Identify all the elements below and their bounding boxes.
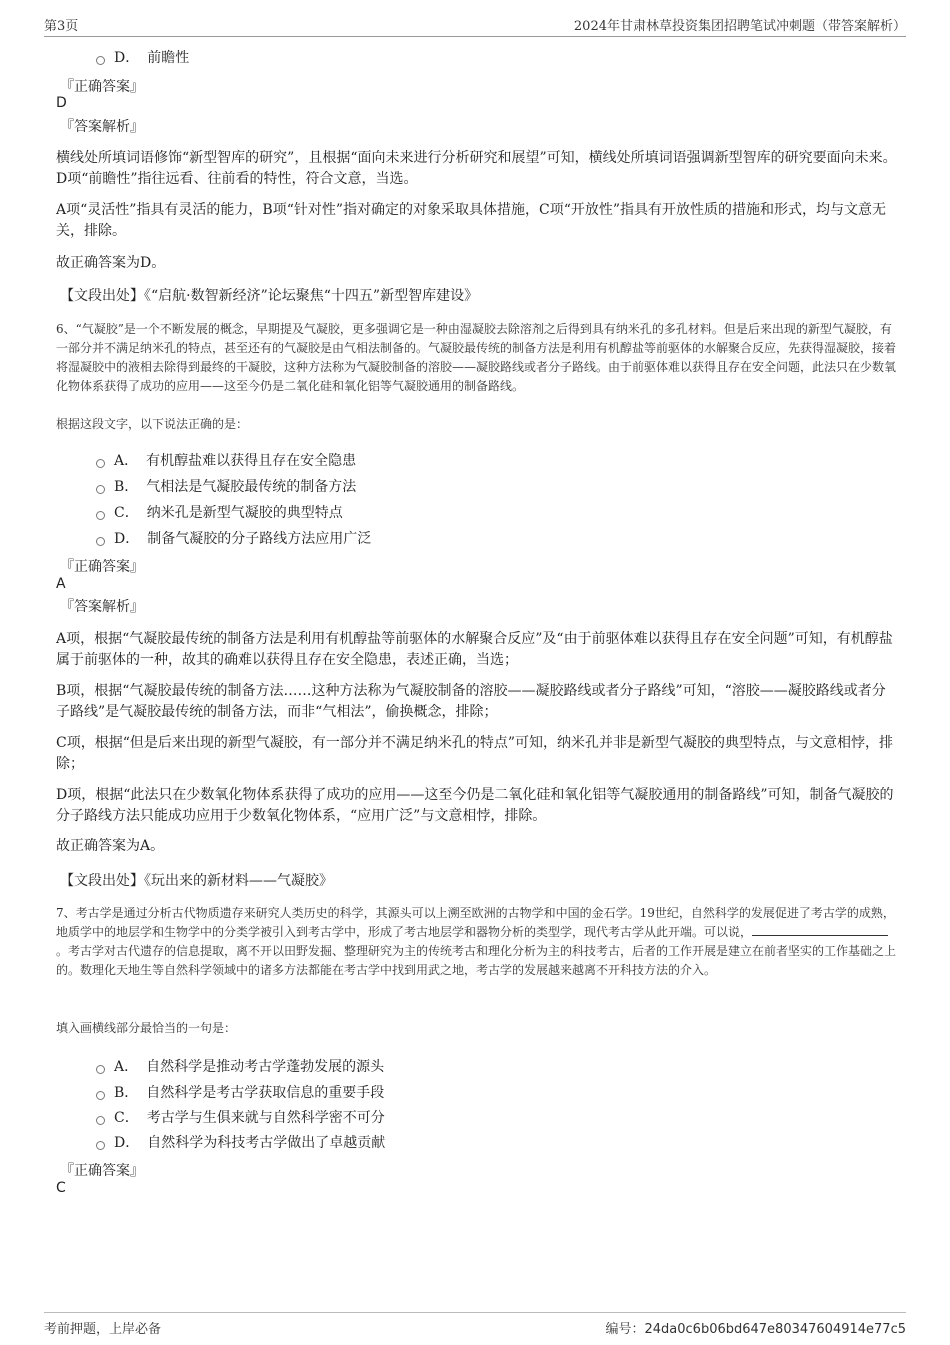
radio-icon[interactable] [96, 1065, 105, 1074]
q7-option-a[interactable]: A． 自然科学是推动考古学蓬勃发展的源头 [96, 1056, 384, 1076]
question-prompt: 根据这段文字，以下说法正确的是： [56, 417, 249, 431]
analysis-paragraph: B项，根据“气凝胶最传统的制备方法……这种方法称为气凝胶制备的溶胶——凝胶路线或者分子路线”可知，“溶胶——凝胶路线或者分子路线”是气凝胶最传统的制备方法，而非“气相法”，偷换概念，排除； [56, 683, 886, 720]
analysis-conclusion: 故正确答案为D。 [56, 255, 166, 271]
radio-icon[interactable] [96, 56, 105, 65]
q6-option-a[interactable]: A． 有机醇盐难以获得且存在安全隐患 [96, 450, 356, 470]
answer-label: 『正确答案』 [60, 79, 144, 95]
q6-option-b[interactable]: B． 气相法是气凝胶最传统的制备方法 [96, 476, 356, 496]
analysis-label: 『答案解析』 [60, 119, 144, 135]
answer-value: A [56, 576, 66, 592]
answer-value: D [56, 95, 67, 111]
radio-icon[interactable] [96, 511, 105, 520]
radio-icon[interactable] [96, 537, 105, 546]
answer-label: 『正确答案』 [60, 559, 144, 575]
radio-icon[interactable] [96, 485, 105, 494]
analysis-paragraph: C项，根据“但是后来出现的新型气凝胶，有一部分并不满足纳米孔的特点”可知，纳米孔并非是新型气凝胶的典型特点，与文意相悖，排除； [56, 735, 894, 772]
analysis-conclusion: 故正确答案为A。 [56, 838, 165, 854]
document-code: 编号：24da0c6b06bd647e80347604914e77c5 [605, 1322, 906, 1337]
question-prompt: 填入画横线部分最恰当的一句是： [56, 1021, 237, 1035]
analysis-label: 『答案解析』 [60, 599, 144, 615]
q7-option-c[interactable]: C． 考古学与生俱来就与自然科学密不可分 [96, 1107, 385, 1127]
q7-option-d[interactable]: D． 自然科学为科技考古学做出了卓越贡献 [96, 1132, 385, 1152]
q5-option-d[interactable]: D． 前瞻性 [96, 47, 189, 67]
source-citation: 【文段出处】《玩出来的新材料——气凝胶》 [60, 873, 333, 889]
q7-option-b[interactable]: B． 自然科学是考古学获取信息的重要手段 [96, 1082, 384, 1102]
footer-slogan: 考前押题，上岸必备 [44, 1322, 162, 1337]
page-header [44, 14, 906, 37]
radio-icon[interactable] [96, 1116, 105, 1125]
analysis-paragraph: 横线处所填词语修饰“新型智库的研究”，且根据“面向未来进行分析研究和展望”可知，横线处所填词语强调新型智库的研究要面向未来。D项“前瞻性”指往远看、往前看的特性，符合文意，当选。 [56, 150, 897, 187]
document-title: 2024年甘肃林草投资集团招聘笔试冲刺题（带答案解析） [573, 19, 906, 34]
answer-value: C [56, 1180, 66, 1196]
source-citation: 【文段出处】《“启航·数智新经济”论坛聚焦“十四五”新型智库建设》 [60, 288, 479, 304]
answer-label: 『正确答案』 [60, 1163, 144, 1179]
question-stem: 6、“气凝胶”是一个不断发展的概念，早期提及气凝胶，更多强调它是一种由湿凝胶去除溶剂之后得到具有纳米孔的多孔材料。但是后来出现的新型气凝胶，有一部分并不满足纳米孔的特点，甚至还有的气凝胶是由气相法制备的。气凝胶最传统的制备方法是利用有机醇盐等前驱体的水解聚合反应，先获得湿凝胶，接着将湿凝胶中的液相去除得到最终的干凝胶，这种方法称为气凝胶制备的溶胶——凝胶路线或者分子路线。由于前驱体难以获得且存在安全问题，此法只在少数氧化物体系获得了成功的应用——这至今仍是二氧化硅和氧化铝等气凝胶通用的制备路线。 [56, 322, 897, 393]
analysis-paragraph: A项“灵活性”指具有灵活的能力，B项“针对性”指对确定的对象采取具体措施，C项“开放性”指具有开放性质的措施和形式，均与文意无关，排除。 [56, 202, 887, 239]
radio-icon[interactable] [96, 1091, 105, 1100]
page-number: 第3页 [44, 19, 79, 34]
page-footer [44, 1312, 906, 1337]
analysis-paragraph: A项，根据“气凝胶最传统的制备方法是利用有机醇盐等前驱体的水解聚合反应”及“由于前驱体难以获得且存在安全问题”可知，有机醇盐属于前驱体的一种，故其的确难以获得且存在安全隐患，表述正确，当选； [56, 631, 893, 668]
q6-option-d[interactable]: D． 制备气凝胶的分子路线方法应用广泛 [96, 528, 371, 548]
radio-icon[interactable] [96, 1141, 105, 1150]
radio-icon[interactable] [96, 459, 105, 468]
analysis-paragraph: D项，根据“此法只在少数氧化物体系获得了成功的应用——这至今仍是二氧化硅和氧化铝等气凝胶通用的制备路线”可知，制备气凝胶的分子路线方法只能成功应用于少数氧化物体系，“应用广泛”与文意相悖，排除。 [56, 787, 894, 824]
question-stem: 7、考古学是通过分析古代物质遗存来研究人类历史的科学，其源头可以上溯至欧洲的古物学和中国的金石学。19世纪，自然科学的发展促进了考古学的成熟，地质学中的地层学和生物学中的分类学被引入到考古学中，形成了考古地层学和器物分析的类型学，现代考古学从此开端。可以说，。考古学对古代遗存的信息提取，离不开以田野发掘、整理研究为主的传统考古和理化分析为主的科技考古，后者的工作开展是建立在前者坚实的工作基础之上的。数理化天地生等自然科学领域中的诸多方法都能在考古学中找到用武之地，考古学的发展越来越离不开科技方法的介入。 [56, 906, 897, 977]
q6-option-c[interactable]: C． 纳米孔是新型气凝胶的典型特点 [96, 502, 343, 522]
fill-blank-line [752, 923, 888, 936]
